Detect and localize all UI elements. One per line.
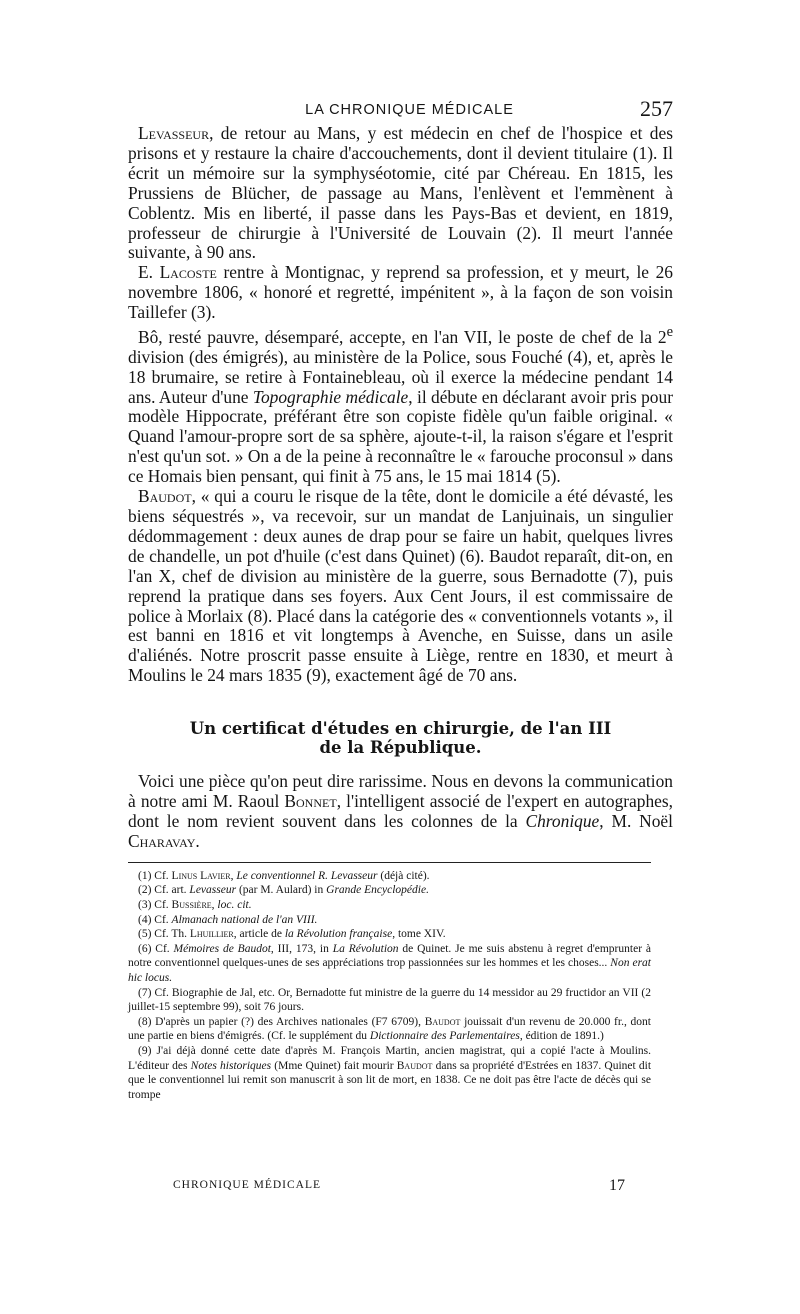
name-bonnet: Bonnet [284, 791, 337, 812]
footnote [128, 883, 651, 898]
note-text: (5) Cf. Th. [138, 928, 190, 941]
note-text: (7) Cf. Biographie de Jal, etc. Or, Bernadotte fut ministre de la guerre du 14 messidor au 29 fructidor an VII (2 juillet-15 septembre 99), soit 76 jours. [128, 986, 651, 1014]
footnote [128, 1015, 651, 1044]
note-title: Non erat hic locus. [128, 957, 651, 984]
name-charavay: Charavay [128, 830, 196, 851]
footnote [128, 869, 651, 884]
note-text: (déjà cité). [377, 869, 430, 882]
footer-label: CHRONIQUE MÉDICALE [173, 1179, 322, 1191]
footnote [128, 913, 651, 928]
name-levasseur: Levasseur [138, 123, 210, 143]
note-text: , III, 173, in [270, 942, 333, 955]
name-lacoste: Lacoste [159, 262, 217, 283]
paragraph-text: , l'intelligent associé de l'expert en autographes, dont le nom revient souvent dans les colonnes de la [128, 791, 673, 831]
note-text: (1) Cf. [138, 869, 172, 882]
note-text: , édition de 1891.) [519, 1030, 604, 1043]
footnotes [128, 862, 651, 1103]
heading-line: Un certificat d'études en chirurgie, de l'an III [189, 719, 612, 739]
page-number: 257 [640, 96, 673, 121]
paragraph-text: . [195, 830, 200, 851]
note-text: (Mme Quinet) fait mourir [271, 1059, 397, 1072]
note-author: Bussière [171, 898, 212, 911]
note-text: (6) Cf. [138, 942, 174, 955]
footnote [128, 927, 651, 942]
section-heading [128, 719, 673, 757]
running-header [128, 96, 673, 124]
note-text: (par M. Aulard) in [236, 884, 327, 897]
paragraph-text: division (des émigrés), au ministère de la Police, sous Fouché (4), et, après le 18 brumaire, se retire à Fontainebleau, où il exerce la médecine pendant 14 ans. Auteur d'une [128, 346, 673, 407]
superscript: e [666, 324, 673, 341]
note-author: Baudot [424, 1015, 461, 1028]
note-text: (3) Cf. [138, 898, 172, 911]
paragraph-levasseur [128, 124, 673, 263]
paragraph-text: Voici une pièce qu'on peut dire rarissime. Nous en devons la communication à notre ami M. Raoul [128, 771, 673, 812]
paragraph-baudot [128, 487, 673, 686]
heading-line: de la République. [319, 738, 482, 758]
footnote [128, 986, 651, 1015]
paragraph-text: , de retour au Mans, y est médecin en chef de l'hospice et des prisons et y restaure la chaire d'accouchements, dont il devient titulaire (1). Il écrit un mémoire sur la symphyséotomie, cité par Chéreau. En 1815, les Prussiens de Blücher, de passage au Mans, l'enlèvent et l'emmènent à Coblentz. Mis en liberté, il passe dans les Pays-Bas et devient, en 1819, professeur de chirurgie à l'Université de Louvain (2). Il meurt l'année suivante, à 90 ans. [128, 123, 673, 263]
note-title: Grande Encyclopédie. [326, 884, 429, 897]
signature-mark: 17 [609, 1177, 625, 1194]
paragraph-bo [128, 323, 673, 487]
note-title: Levasseur [189, 884, 237, 897]
note-text: (4) Cf. [138, 913, 172, 926]
note-text: jouissait d'un revenu de 20.000 fr., dont une partie en biens d'émigrés. (Cf. le supplément du [128, 1015, 651, 1043]
note-author: Baudot [396, 1059, 433, 1072]
italic-title: Topographie médicale [252, 386, 409, 407]
note-text: dans sa propriété d'Estrées en 1837. Quinet dit que le conventionnel lui remit son manuscrit à son lit de mort, en 1838. Ce ne doit pas être l'acte de décès qui se trompe [128, 1059, 652, 1101]
running-title: LA CHRONIQUE MÉDICALE [305, 102, 514, 118]
page [128, 96, 673, 1102]
note-text: (9) J'ai déjà donné cette date d'après M. François Martin, ancien magistrat, qui a copié l'acte à Moulins. L'éditeur des [128, 1044, 651, 1072]
paragraph-certificat [128, 772, 673, 852]
page-footer [173, 1177, 625, 1197]
paragraph-lacoste [128, 263, 673, 323]
paragraph-text: Bô, resté pauvre, désemparé, accepte, en l'an VII, le poste de chef de la 2 [138, 326, 667, 347]
note-title: loc. cit. [217, 898, 252, 911]
paragraph-text: , M. Noël [599, 810, 673, 831]
note-title: Mémoires de Baudot [173, 942, 271, 955]
note-text: (8) D'après un papier (?) des Archives nationales (F7 6709), [138, 1015, 425, 1028]
footnote [128, 1044, 651, 1102]
paragraph-text: rentre à Montignac, y reprend sa profession, et y meurt, le 26 novembre 1806, « honoré et regretté, impénitent », à la façon de son voisin Taillefer (3). [128, 262, 673, 323]
initial: E. [138, 262, 160, 283]
note-title: Dictionnaire des Parlementaires [369, 1030, 520, 1043]
note-title: la Révolution française [284, 928, 393, 941]
name-baudot: Baudot [138, 486, 192, 507]
note-text: , [230, 869, 237, 882]
note-author: Linus Lavier [171, 869, 231, 882]
note-author: Lhuillier [189, 928, 234, 941]
footnote [128, 898, 651, 913]
note-text: (2) Cf. art. [138, 884, 190, 897]
paragraph-text: , « qui a couru le risque de la tête, dont le domicile a été dévasté, les biens séquestrés », va recevoir, sur un mandat de Lanjuinais, un singulier dédommagement : deux aunes de drap pour se faire un habit, quelques livres de chandelle, un pot d'huile (c'est dans Quinet) (6). Baudot reparaît, dit-on, en l'an X, chef de division au ministère de la guerre, sous Bernadotte (7), puis reprend la pratique dans ses foyers. Aux Cent Jours, il est commissaire de police à Morlaix (8). Placé dans la catégorie des « conventionnels votants », il est banni en 1816 et vit longtemps à Avenche, en Suisse, dans un asile d'aliénés. Notre proscrit passe ensuite à Liège, rentre en 1830, et meurt à Moulins le 24 mars 1835 (9), exactement âgé de 70 ans. [128, 486, 673, 686]
paragraph-text: , il débute en déclarant avoir pris pour modèle Hippocrate, préférant être son copiste fidèle qu'un faible original. « Quand l'amour-propre sort de sa sphère, ajoute-t-il, la raison s'égare et l'esprit n'est qu'un sot. » On a de la peine à reconnaître le « farouche proconsul » dans ce Homais bien pensant, qui finit à 75 ans, le 15 mai 1814 (5). [128, 386, 673, 487]
note-text: , [211, 898, 218, 911]
note-title: Le conventionnel R. Levasseur [236, 869, 378, 882]
article-body [128, 124, 673, 852]
note-title: Almanach national de l'an VIII. [171, 913, 318, 926]
note-text: , tome XIV. [392, 928, 446, 941]
footnote [128, 942, 651, 986]
note-text: de Quinet. Je me suis abstenu à regret d'emprunter à notre conventionnel quelques-unes de ses appréciations trop passionnées sur les hommes et les choses... [128, 942, 651, 970]
note-text: , article de [233, 928, 285, 941]
note-title: Notes historiques [190, 1059, 272, 1072]
italic-chronique: Chronique [525, 810, 600, 831]
note-title: La Révolution [332, 942, 399, 955]
